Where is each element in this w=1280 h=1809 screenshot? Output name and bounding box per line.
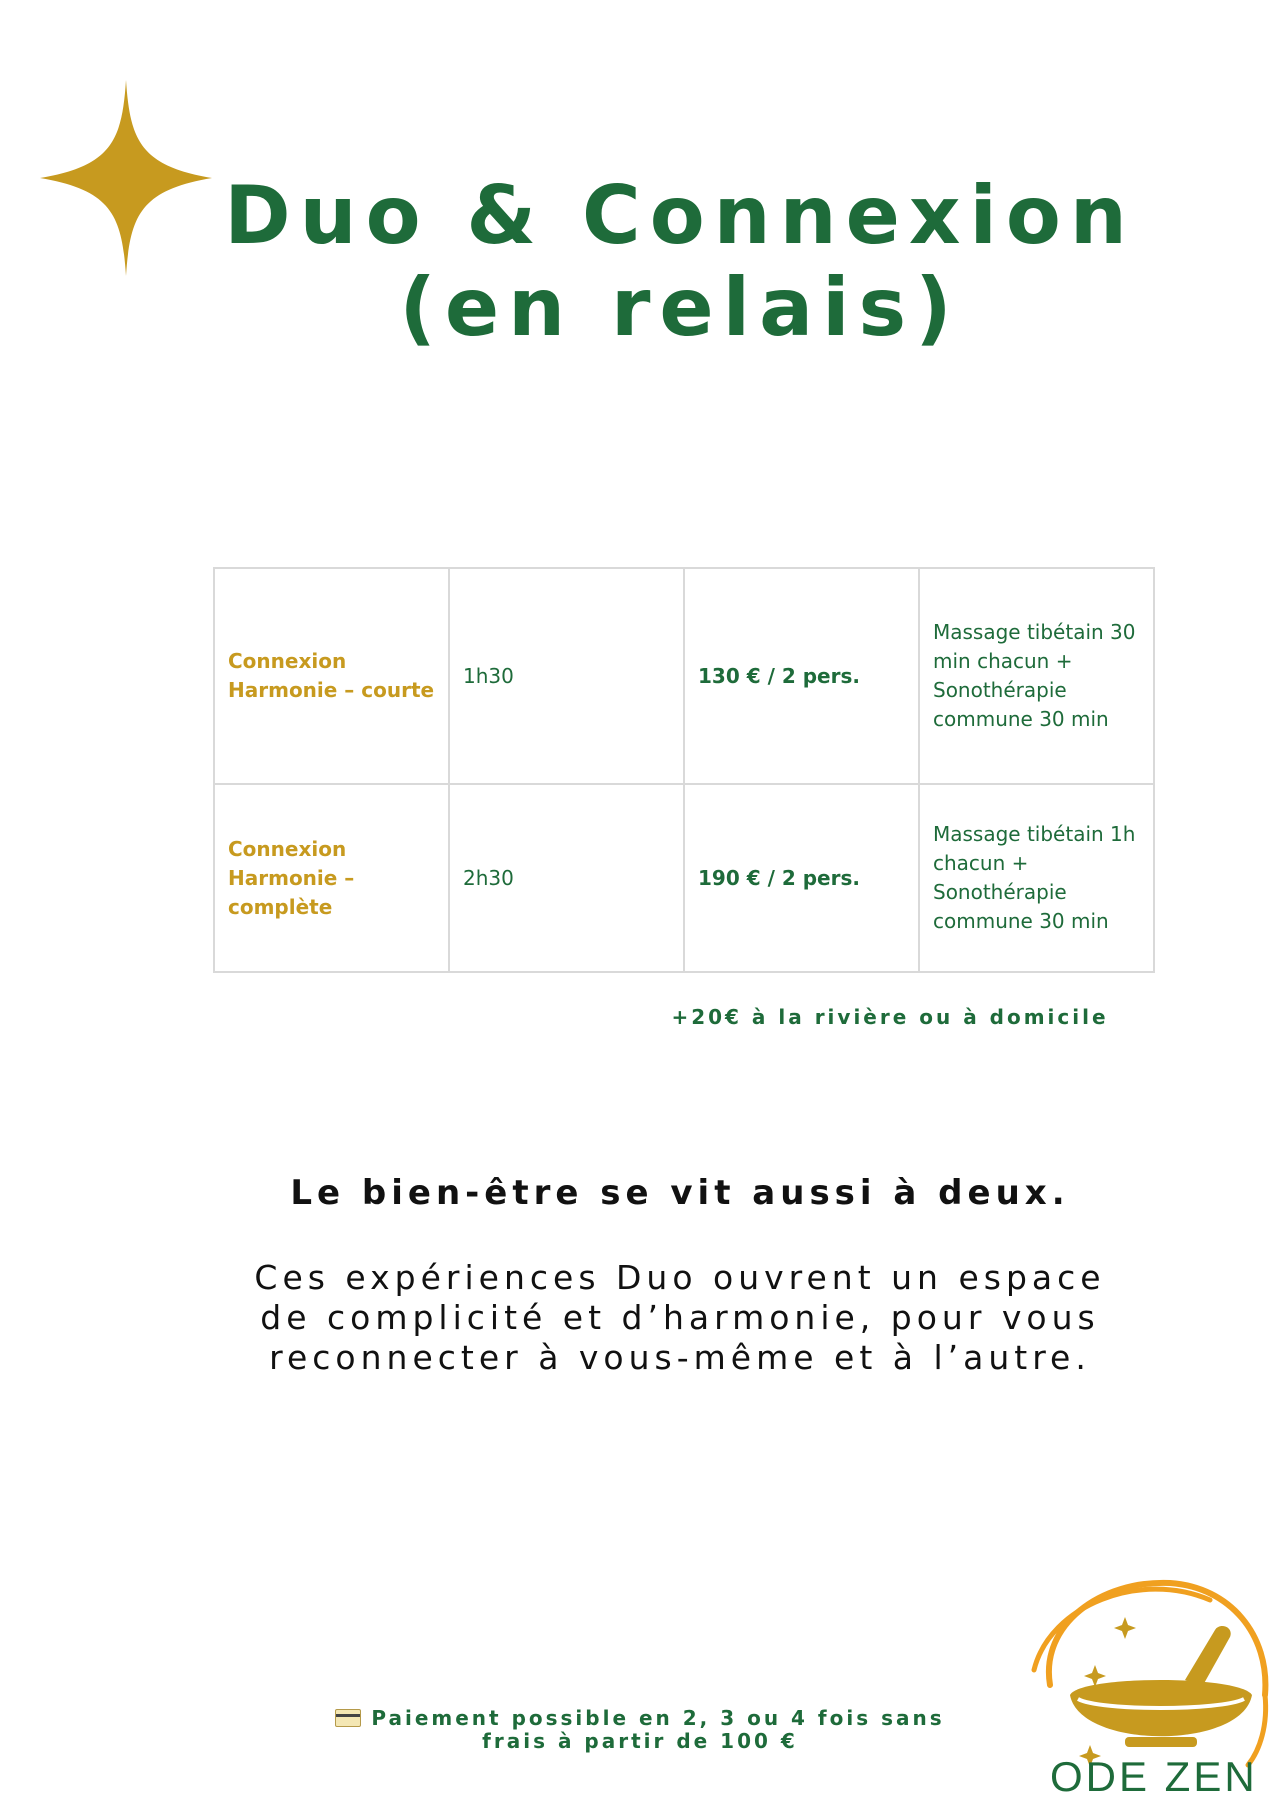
offer-price: 130 € / 2 pers. bbox=[684, 568, 919, 784]
payment-line1: Paiement possible en 2, 3 ou 4 fois sans bbox=[371, 1706, 945, 1730]
table-row bbox=[214, 784, 1154, 972]
offer-description: Massage tibétain 30 min chacun + Sonothérapie commune 30 min bbox=[919, 568, 1154, 784]
payment-line1-wrap bbox=[330, 1707, 950, 1730]
tagline: Le bien-être se vit aussi à deux. bbox=[290, 1173, 1070, 1213]
offer-price: 190 € / 2 pers. bbox=[684, 784, 919, 972]
payment-line2: frais à partir de 100 € bbox=[482, 1729, 798, 1753]
offers-table bbox=[213, 567, 1155, 973]
offer-duration: 1h30 bbox=[449, 568, 684, 784]
payment-note bbox=[330, 1707, 950, 1753]
surcharge-note: +20€ à la rivière ou à domicile bbox=[671, 1005, 1109, 1029]
offer-name: Connexion Harmonie – courte bbox=[214, 568, 449, 784]
page-title bbox=[180, 170, 1180, 354]
ode-zen-logo bbox=[1020, 1575, 1280, 1809]
offer-description: Massage tibétain 1h chacun + Sonothérapie commune 30 min bbox=[919, 784, 1154, 972]
page-title-line2: (en relais) bbox=[399, 261, 961, 354]
offer-name: Connexion Harmonie – complète bbox=[214, 784, 449, 972]
credit-card-icon bbox=[335, 1709, 361, 1727]
intro-text: Ces expériences Duo ouvrent un espace de complicité et d’harmonie, pour vous reconnecter à vous-même et à l’autre. bbox=[254, 1258, 1106, 1377]
page-title-line1: Duo & Connexion bbox=[224, 169, 1136, 262]
table-row bbox=[214, 568, 1154, 784]
logo-text: ODE ZEN bbox=[1050, 1753, 1258, 1800]
offer-duration: 2h30 bbox=[449, 784, 684, 972]
